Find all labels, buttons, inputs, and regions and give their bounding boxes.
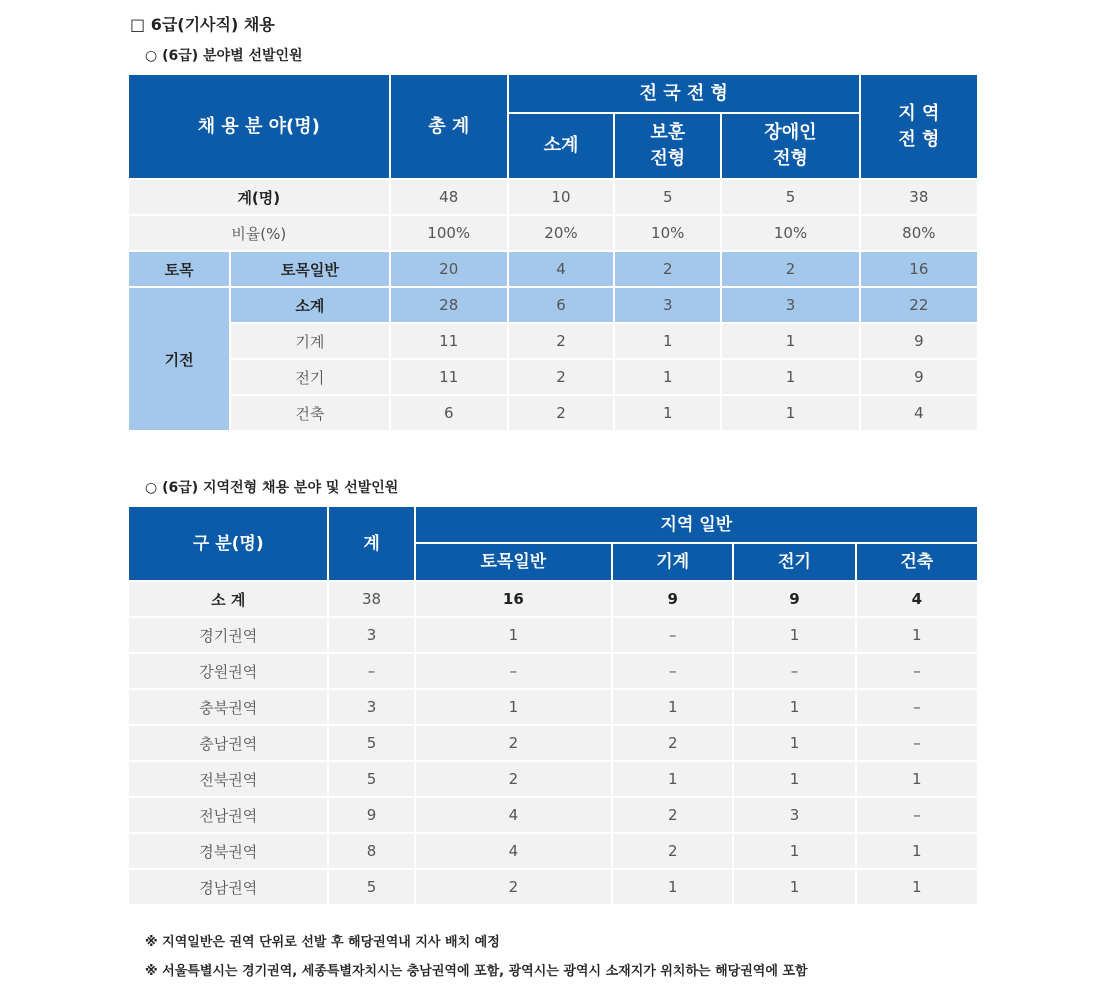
region-cell: 1 [857,762,977,796]
civil-cell: 2 [615,252,720,286]
region-cell: – [857,690,977,724]
region-cell: 5 [329,726,413,760]
region-cell: – [416,654,611,688]
region-cell: 2 [613,726,732,760]
region-label: 경남권역 [129,870,327,904]
total-cell: 48 [391,180,507,214]
header-electrical: 전기 [734,544,854,580]
region-cell: 1 [734,618,854,652]
header-regional-general: 지역 일반 [416,507,977,542]
region-cell: 5 [329,870,413,904]
electromech-subtotal-cell: 22 [861,288,977,322]
region-label: 충남권역 [129,726,327,760]
ratio-cell: 10% [615,216,720,250]
region-cell: – [613,618,732,652]
subtotal-cell: 4 [857,582,977,616]
civil-cell: 4 [509,252,613,286]
row-subtotal-label: 소 계 [129,582,327,616]
electromech-subtotal-cell: 3 [615,288,720,322]
row-ratio-label: 비율(%) [129,216,389,250]
region-label: 충북권역 [129,690,327,724]
region-label: 경북권역 [129,834,327,868]
row-electromech-subtotal-label: 소계 [231,288,388,322]
region-cell: – [329,654,413,688]
region-cell: – [734,654,854,688]
header-civil: 토목일반 [416,544,611,580]
region-cell: 2 [613,798,732,832]
ratio-cell: 10% [722,216,858,250]
region-cell: – [857,798,977,832]
row-civil-label: 토목일반 [231,252,388,286]
subtotal-cell: 9 [734,582,854,616]
civil-cell: 20 [391,252,507,286]
total-cell: 5 [615,180,720,214]
civil-cell: 2 [722,252,858,286]
header-subtotal: 소계 [509,114,613,178]
region-cell: 1 [613,690,732,724]
region-label: 전남권역 [129,798,327,832]
region-cell: 9 [329,798,413,832]
electromech-subtotal-cell: 6 [509,288,613,322]
region-cell: 3 [329,618,413,652]
header-national: 전 국 전 형 [509,75,859,112]
mechanical-cell: 11 [391,324,507,358]
civil-cell: 16 [861,252,977,286]
region-label: 전북권역 [129,762,327,796]
region-cell: 4 [416,798,611,832]
section-title-2: ○ (6급) 지역전형 채용 분야 및 선발인원 [145,480,399,496]
region-cell: – [857,726,977,760]
region-cell: 1 [416,690,611,724]
electrical-cell: 2 [509,360,613,394]
row-architecture-label: 건축 [231,396,388,430]
total-cell: 5 [722,180,858,214]
electromech-subtotal-cell: 28 [391,288,507,322]
region-cell: 1 [857,834,977,868]
row-total-label: 계(명) [129,180,389,214]
region-cell: 1 [613,762,732,796]
mechanical-cell: 1 [615,324,720,358]
mechanical-cell: 1 [722,324,858,358]
row-electrical-label: 전기 [231,360,388,394]
total-cell: 10 [509,180,613,214]
selection-by-field-table [127,73,979,432]
group-civil: 토목 [129,252,229,286]
region-cell: 3 [329,690,413,724]
subtotal-cell: 16 [416,582,611,616]
region-cell: 2 [416,870,611,904]
header-field: 채 용 분 야(명) [129,75,389,178]
header-veteran: 보훈 전형 [615,114,720,178]
region-cell: 2 [613,834,732,868]
region-cell: 5 [329,762,413,796]
region-cell: 1 [857,870,977,904]
mechanical-cell: 9 [861,324,977,358]
page-heading: □ 6급(기사직) 채용 [130,15,275,34]
region-cell: – [857,654,977,688]
ratio-cell: 20% [509,216,613,250]
section-title-1: ○ (6급) 분야별 선발인원 [145,48,303,64]
architecture-cell: 4 [861,396,977,430]
region-label: 경기권역 [129,618,327,652]
architecture-cell: 2 [509,396,613,430]
header-mechanical: 기계 [613,544,732,580]
region-cell: 1 [613,870,732,904]
electrical-cell: 11 [391,360,507,394]
electrical-cell: 9 [861,360,977,394]
architecture-cell: 1 [615,396,720,430]
header-total: 계 [329,507,413,580]
electrical-cell: 1 [722,360,858,394]
electromech-subtotal-cell: 3 [722,288,858,322]
footnote: ※ 지역일반은 권역 단위로 선발 후 해당권역내 지사 배치 예정 [145,935,500,950]
region-cell: 1 [734,762,854,796]
header-division: 구 분(명) [129,507,327,580]
region-cell: 2 [416,726,611,760]
region-cell: 2 [416,762,611,796]
header-architecture: 건축 [857,544,977,580]
ratio-cell: 100% [391,216,507,250]
header-total: 총 계 [391,75,507,178]
header-regional: 지 역 전 형 [861,75,977,178]
subtotal-cell: 38 [329,582,413,616]
footnote: ※ 서울특별시는 경기권역, 세종특별자치시는 충남권역에 포함, 광역시는 광역시 소재지가 위치하는 해당권역에 포함 [145,964,808,979]
ratio-cell: 80% [861,216,977,250]
region-cell: 1 [734,726,854,760]
subtotal-cell: 9 [613,582,732,616]
region-cell: 4 [416,834,611,868]
region-cell: 1 [857,618,977,652]
region-cell: 8 [329,834,413,868]
total-cell: 38 [861,180,977,214]
regional-selection-table [127,505,979,906]
region-cell: – [613,654,732,688]
region-label: 강원권역 [129,654,327,688]
region-cell: 1 [734,690,854,724]
region-cell: 1 [734,870,854,904]
group-electromech: 기전 [129,288,229,430]
mechanical-cell: 2 [509,324,613,358]
region-cell: 1 [734,834,854,868]
row-mechanical-label: 기계 [231,324,388,358]
architecture-cell: 6 [391,396,507,430]
architecture-cell: 1 [722,396,858,430]
electrical-cell: 1 [615,360,720,394]
region-cell: 3 [734,798,854,832]
region-cell: 1 [416,618,611,652]
header-disabled: 장애인 전형 [722,114,858,178]
